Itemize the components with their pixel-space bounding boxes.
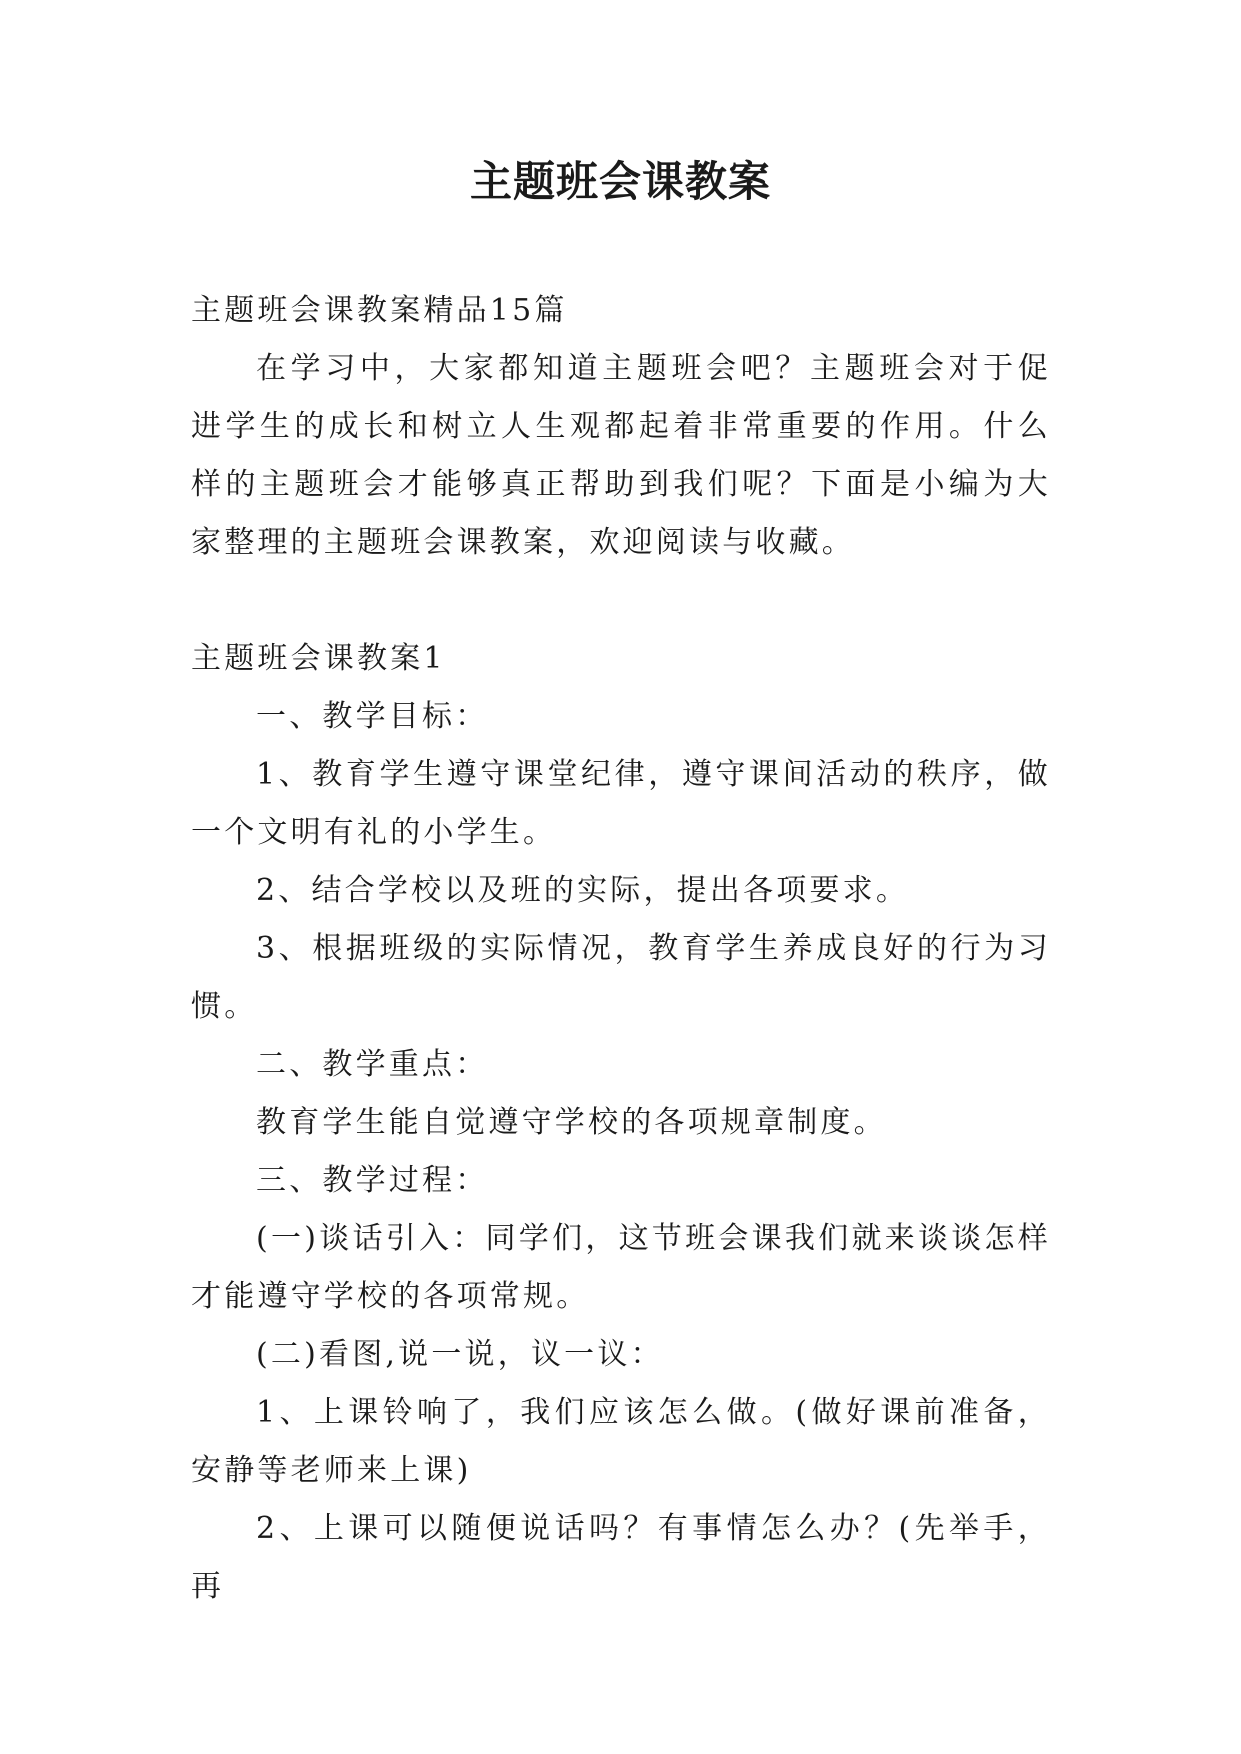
intro-paragraph: 在学习中，大家都知道主题班会吧？主题班会对于促进学生的成长和树立人生观都起着非常重要的作用。什么样的主题班会才能够真正帮助到我们呢？下面是小编为大家整理的主题班会课教案，欢迎阅读与收藏。	[191, 351, 1051, 560]
section-heading: 主题班会课教案1	[191, 641, 446, 676]
paragraph-gap	[191, 572, 1051, 630]
process-item-2: (二)看图,说一说，议一议：	[256, 1337, 664, 1372]
goal-item-2: 2、结合学校以及班的实际，提出各项要求。	[256, 873, 910, 908]
focus-paragraph: 教育学生能自觉遵守学校的各项规章制度。	[256, 1105, 887, 1140]
heading-teaching-goals: 一、教学目标：	[256, 699, 489, 734]
goal-item-1: 1、教育学生遵守课堂纪律，遵守课间活动的秩序，做一个文明有礼的小学生。	[191, 757, 1051, 850]
document-body	[191, 282, 1051, 1616]
process-sub-item-1: 1、上课铃响了，我们应该怎么做。(做好课前准备，安静等老师来上课)	[191, 1395, 1051, 1488]
heading-teaching-focus: 二、教学重点：	[256, 1047, 489, 1082]
document-title: 主题班会课教案	[469, 157, 771, 206]
process-item-1: (一)谈话引入：同学们，这节班会课我们就来谈谈怎样才能遵守学校的各项常规。	[191, 1221, 1051, 1314]
goal-item-3: 3、根据班级的实际情况，教育学生养成良好的行为习惯。	[191, 931, 1051, 1024]
document-subtitle: 主题班会课教案精品15篇	[191, 293, 568, 328]
heading-teaching-process: 三、教学过程：	[256, 1163, 489, 1198]
process-sub-item-2: 2、上课可以随便说话吗？有事情怎么办？(先举手，再	[191, 1511, 1051, 1604]
